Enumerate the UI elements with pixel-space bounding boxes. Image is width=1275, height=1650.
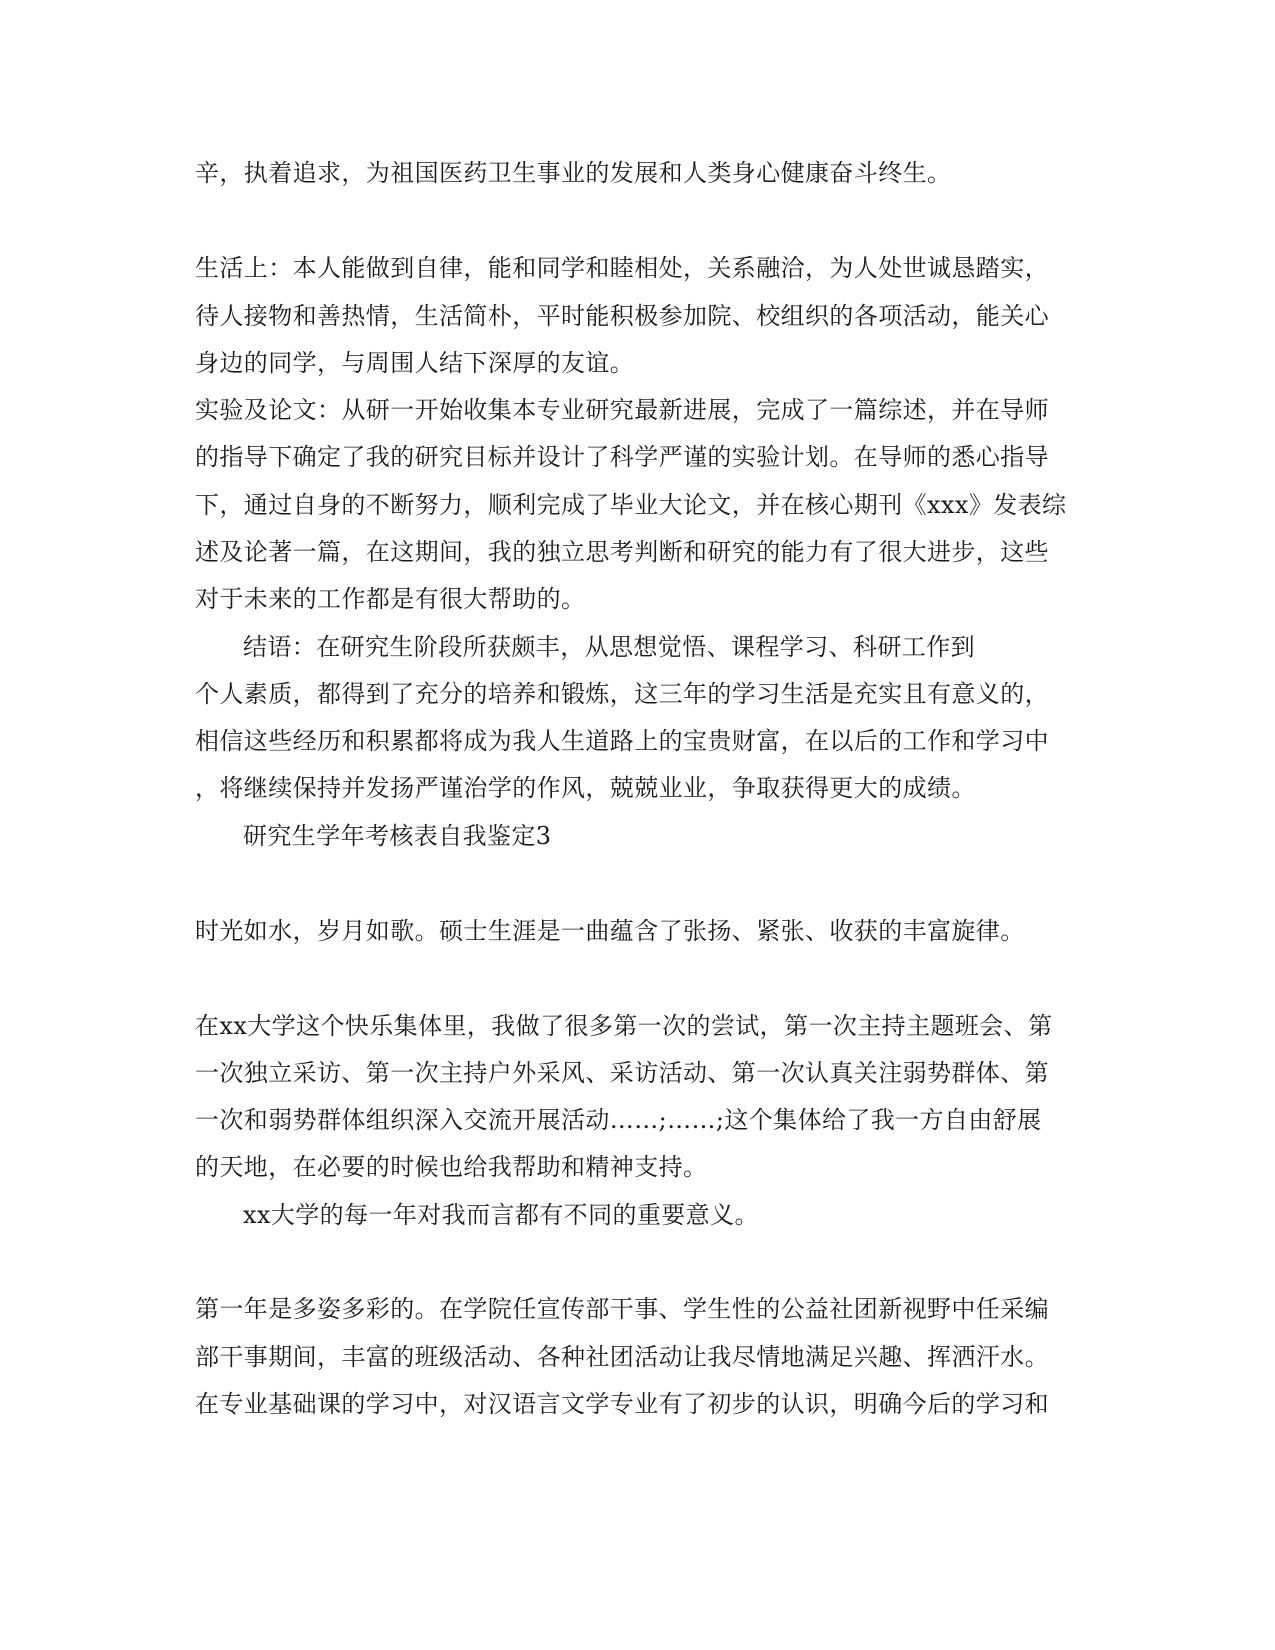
text-line: 的指导下确定了我的研究目标并设计了科学严谨的实验计划。在导师的悉心指导	[195, 443, 1049, 471]
text-line: 在xx大学这个快乐集体里，我做了很多第一次的尝试，第一次主持主题班会、第	[195, 1012, 1053, 1040]
text-line: 在专业基础课的学习中，对汉语言文学专业有了初步的认识，明确今后的学习和	[195, 1390, 1049, 1418]
text-line: 相信这些经历和积累都将成为我人生道路上的宝贵财富，在以后的工作和学习中	[195, 727, 1049, 755]
text-line: 下，通过自身的不断努力，顺利完成了毕业大论文，并在核心期刊《xxx》发表综	[195, 491, 1067, 519]
section-heading: 研究生学年考核表自我鉴定3	[243, 822, 552, 850]
text-line: 个人素质，都得到了充分的培养和锻炼，这三年的学习生活是充实且有意义的，	[195, 680, 1049, 708]
text-line: 身边的同学，与周围人结下深厚的友谊。	[195, 349, 635, 377]
text-line: 结语：在研究生阶段所获颇丰，从思想觉悟、课程学习、科研工作到	[243, 633, 975, 661]
text-line: 部干事期间，丰富的班级活动、各种社团活动让我尽情地满足兴趣、挥洒汗水。	[195, 1343, 1049, 1371]
text-line: 一次独立采访、第一次主持户外采风、采访活动、第一次认真关注弱势群体、第	[195, 1059, 1049, 1087]
text-line: 对于未来的工作都是有很大帮助的。	[195, 585, 586, 613]
text-line: 实验及论文：从研一开始收集本专业研究最新进展，完成了一篇综述，并在导师	[195, 396, 1049, 424]
text-line: ，将继续保持并发扬严谨治学的作风，兢兢业业，争取获得更大的成绩。	[195, 774, 976, 802]
text-line: 生活上：本人能做到自律，能和同学和睦相处，关系融洽，为人处世诚恳踏实，	[195, 254, 1049, 282]
text-line: 第一年是多姿多彩的。在学院任宣传部干事、学生性的公益社团新视野中任采编	[195, 1295, 1049, 1323]
text-line: 待人接物和善热情，生活简朴，平时能积极参加院、校组织的各项活动，能关心	[195, 302, 1049, 330]
text-line: 一次和弱势群体组织深入交流开展活动……;……;这个集体给了我一方自由舒展	[195, 1106, 1042, 1134]
text-line: 时光如水，岁月如歌。硕士生涯是一曲蕴含了张扬、紧张、收获的丰富旋律。	[195, 917, 1025, 945]
text-line: 述及论著一篇，在这期间，我的独立思考判断和研究的能力有了很大进步，这些	[195, 538, 1049, 566]
text-line: 辛，执着追求，为祖国医药卫生事业的发展和人类身心健康奋斗终生。	[195, 159, 952, 187]
text-line: xx大学的每一年对我而言都有不同的重要意义。	[243, 1201, 759, 1229]
text-line: 的天地，在必要的时候也给我帮助和精神支持。	[195, 1153, 708, 1181]
